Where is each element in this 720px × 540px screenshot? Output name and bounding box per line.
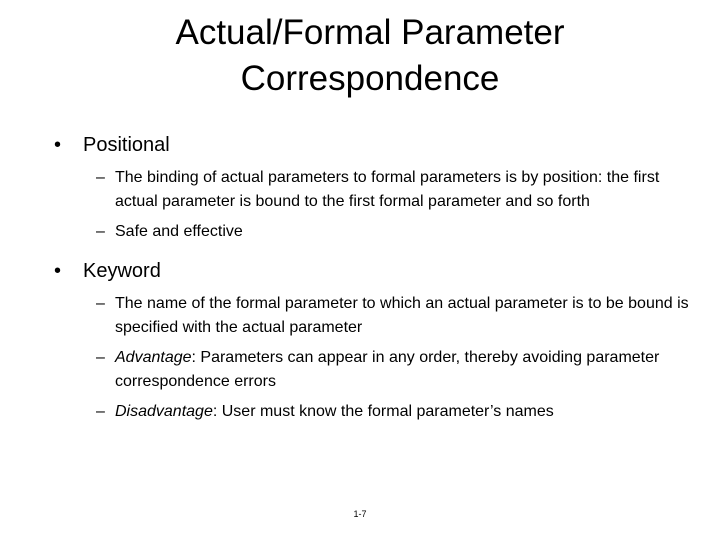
dash-icon: – (96, 223, 105, 240)
bullet-dot-icon: • (54, 260, 62, 282)
term-disadvantage: Disadvantage (115, 403, 213, 420)
sub-bullet-text: Safe and effective (115, 223, 243, 240)
slide-title (60, 10, 680, 102)
dash-icon: – (96, 349, 105, 366)
dash-icon: – (96, 295, 105, 312)
slide-content (54, 132, 694, 438)
sub-bullet-text: The binding of actual parameters to formal parameters is by position: the first actual parameter is bound to the first formal parameter and so forth (115, 169, 660, 210)
positional-sublist (54, 166, 694, 244)
bullet-positional (54, 132, 694, 158)
dash-icon: – (96, 169, 105, 186)
dash-icon: – (96, 403, 105, 420)
bullet-keyword (54, 258, 694, 284)
slide-number: 1-7 (353, 509, 367, 519)
sub-bullet (54, 220, 694, 244)
sub-bullet-advantage (54, 346, 694, 394)
sub-bullet-disadvantage (54, 400, 694, 424)
slide-title-line-2: Correspondence (240, 59, 500, 98)
bullet-label: Positional (83, 134, 170, 156)
term-advantage: Advantage (115, 349, 192, 366)
bullet-dot-icon: • (54, 134, 62, 156)
sub-bullet-text: : Parameters can appear in any order, thereby avoiding parameter correspondence errors (115, 349, 660, 390)
keyword-sublist (54, 292, 694, 424)
bullet-label: Keyword (83, 260, 161, 282)
slide-title-line-1: Actual/Formal Parameter (175, 13, 565, 52)
sub-bullet-text: The name of the formal parameter to which an actual parameter is to be bound is specified with the actual parameter (115, 295, 689, 336)
sub-bullet (54, 166, 694, 214)
sub-bullet (54, 292, 694, 340)
sub-bullet-text: : User must know the formal parameter’s names (212, 403, 554, 420)
